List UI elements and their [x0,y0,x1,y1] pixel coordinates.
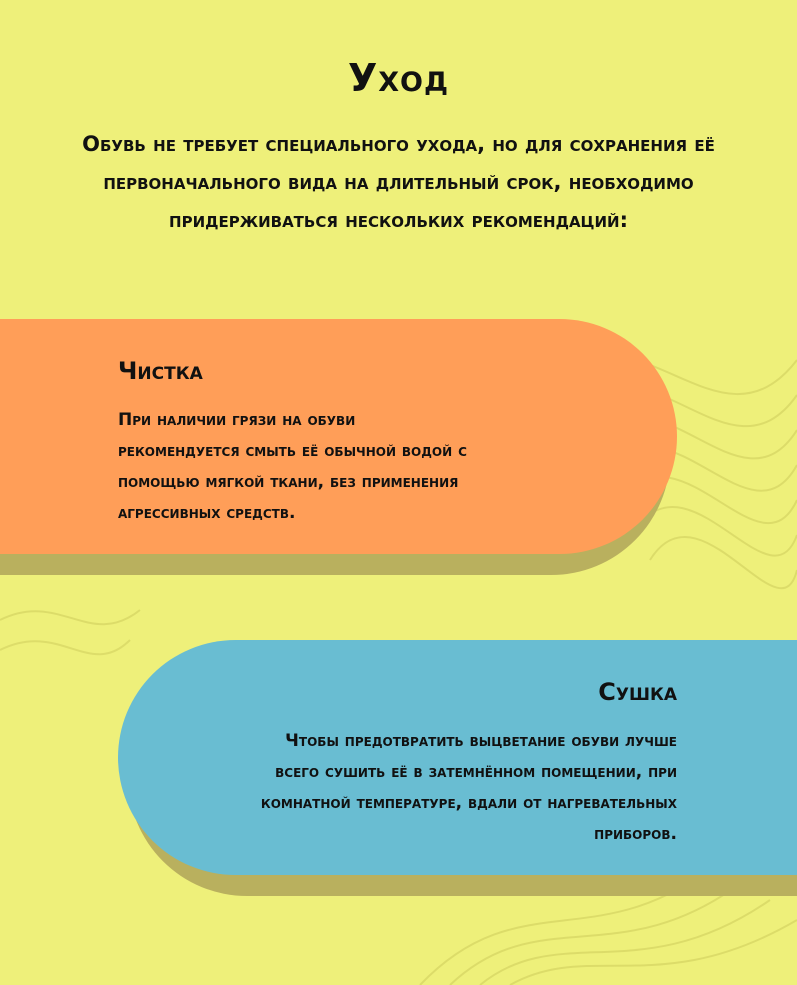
drying-title: Сушка [598,678,677,706]
drying-text: Чтобы предотвратить выцветание обуви лучше всего сушить её в затемнённом помещении, при комнатной температуре, вдали от нагревательных приборов. [260,731,677,844]
intro-text: Обувь не требует специального ухода, но для сохранения её первоначального вида на длительный срок, необходимо придерживаться нескольких рекомендаций: [82,132,715,232]
cleaning-title: Чистка [118,357,203,385]
cleaning-text: При наличии грязи на обуви рекомендуется смыть её обычной водой с помощью мягкой ткани, без применения агрессивных средств. [118,410,467,523]
page-title: Уход [347,56,450,100]
cleaning-card-body [0,319,677,554]
drying-card-body [118,640,797,875]
drying-card [0,640,797,900]
cleaning-card [0,319,797,579]
